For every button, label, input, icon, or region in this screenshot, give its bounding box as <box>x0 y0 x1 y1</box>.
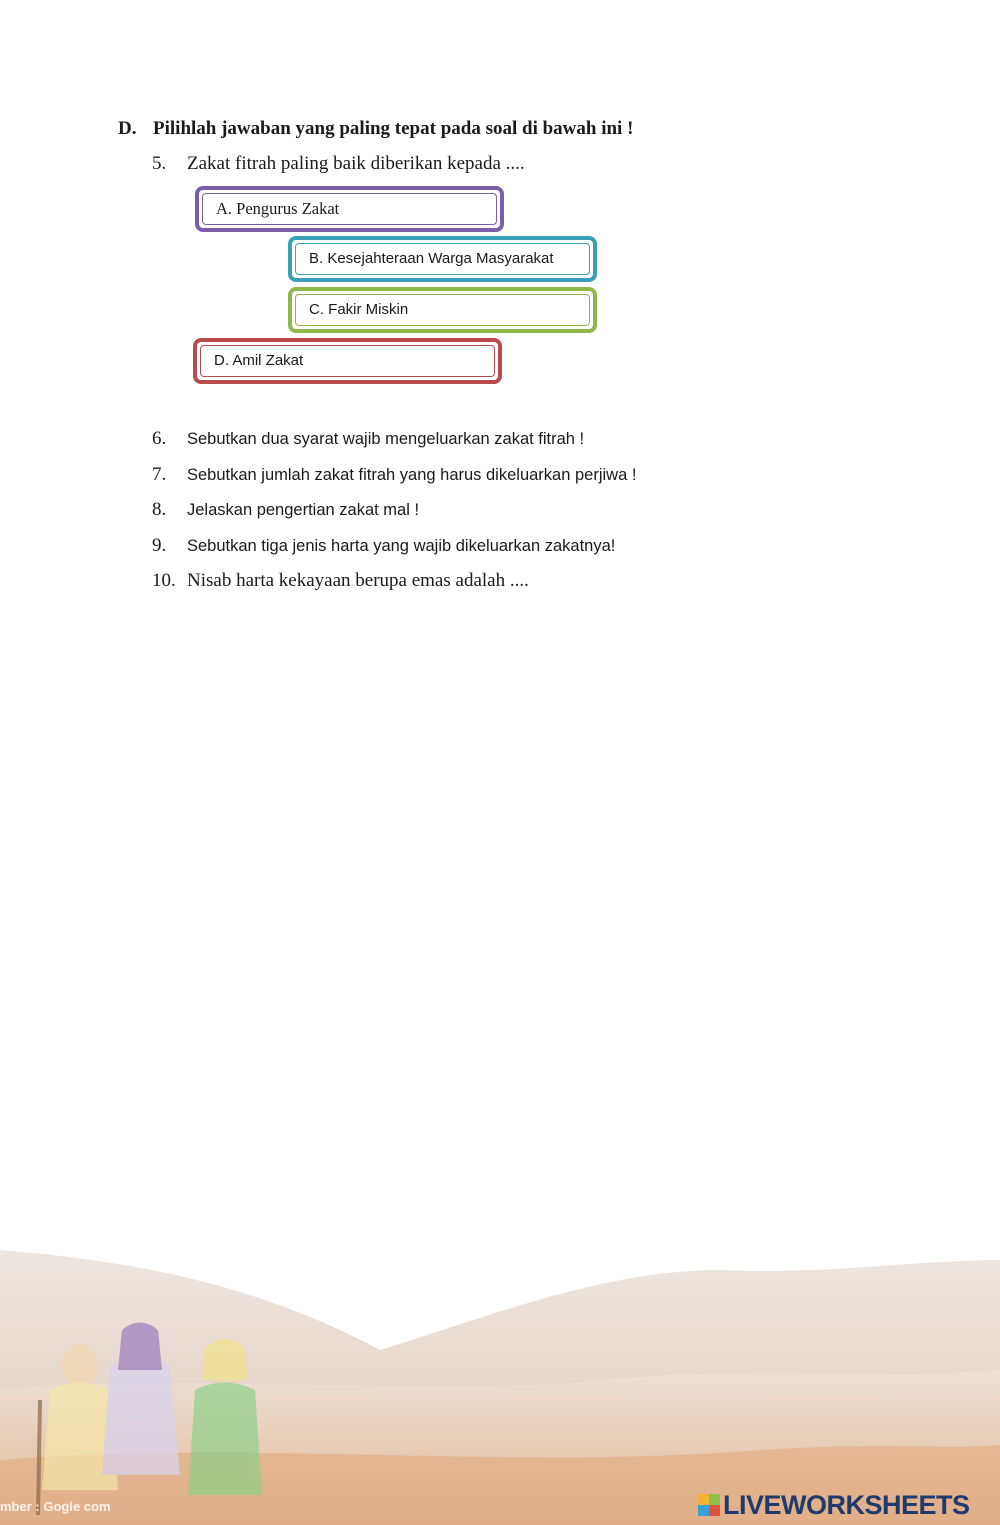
answer-option-c[interactable] <box>288 287 597 333</box>
question-text: Nisab harta kekayaan berupa emas adalah .... <box>187 570 529 591</box>
answer-option-label: A. Pengurus Zakat <box>216 199 340 218</box>
question-text: Jelaskan pengertian zakat mal ! <box>187 501 420 519</box>
question-9 <box>152 535 615 557</box>
question-10 <box>152 570 529 592</box>
section-heading <box>118 118 633 140</box>
question-number: 7. <box>152 464 167 485</box>
answer-option-b[interactable] <box>288 236 597 282</box>
section-letter: D. <box>118 118 137 139</box>
answer-option-label: D. Amil Zakat <box>214 352 304 369</box>
question-number: 9. <box>152 535 167 556</box>
image-credit: mber : Gogle com <box>0 1499 111 1514</box>
question-8 <box>152 499 419 521</box>
question-number: 6. <box>152 428 167 449</box>
desert-background-illustration <box>0 1230 1000 1525</box>
answer-option-label: C. Fakir Miskin <box>309 301 409 318</box>
liveworksheets-logo-icon <box>698 1494 720 1516</box>
answer-option-a[interactable] <box>195 186 504 232</box>
question-number: 10. <box>152 570 176 591</box>
answer-option-label: B. Kesejahteraan Warga Masyarakat <box>309 250 554 267</box>
question-text: Sebutkan dua syarat wajib mengeluarkan zakat fitrah ! <box>187 430 585 448</box>
question-number: 8. <box>152 499 167 520</box>
section-title: Pilihlah jawaban yang paling tepat pada soal di bawah ini ! <box>153 118 634 139</box>
question-5 <box>152 153 525 175</box>
answer-option-d[interactable] <box>193 338 502 384</box>
question-number: 5. <box>152 153 167 174</box>
question-6 <box>152 428 584 450</box>
question-text: Sebutkan tiga jenis harta yang wajib dikeluarkan zakatnya! <box>187 537 616 555</box>
question-7 <box>152 464 636 486</box>
brand-name: LIVEWORKSHEETS <box>723 1489 970 1520</box>
question-text: Sebutkan jumlah zakat fitrah yang harus dikeluarkan perjiwa ! <box>187 466 637 484</box>
question-text: Zakat fitrah paling baik diberikan kepada .... <box>187 153 525 174</box>
liveworksheets-brand <box>698 1488 970 1522</box>
